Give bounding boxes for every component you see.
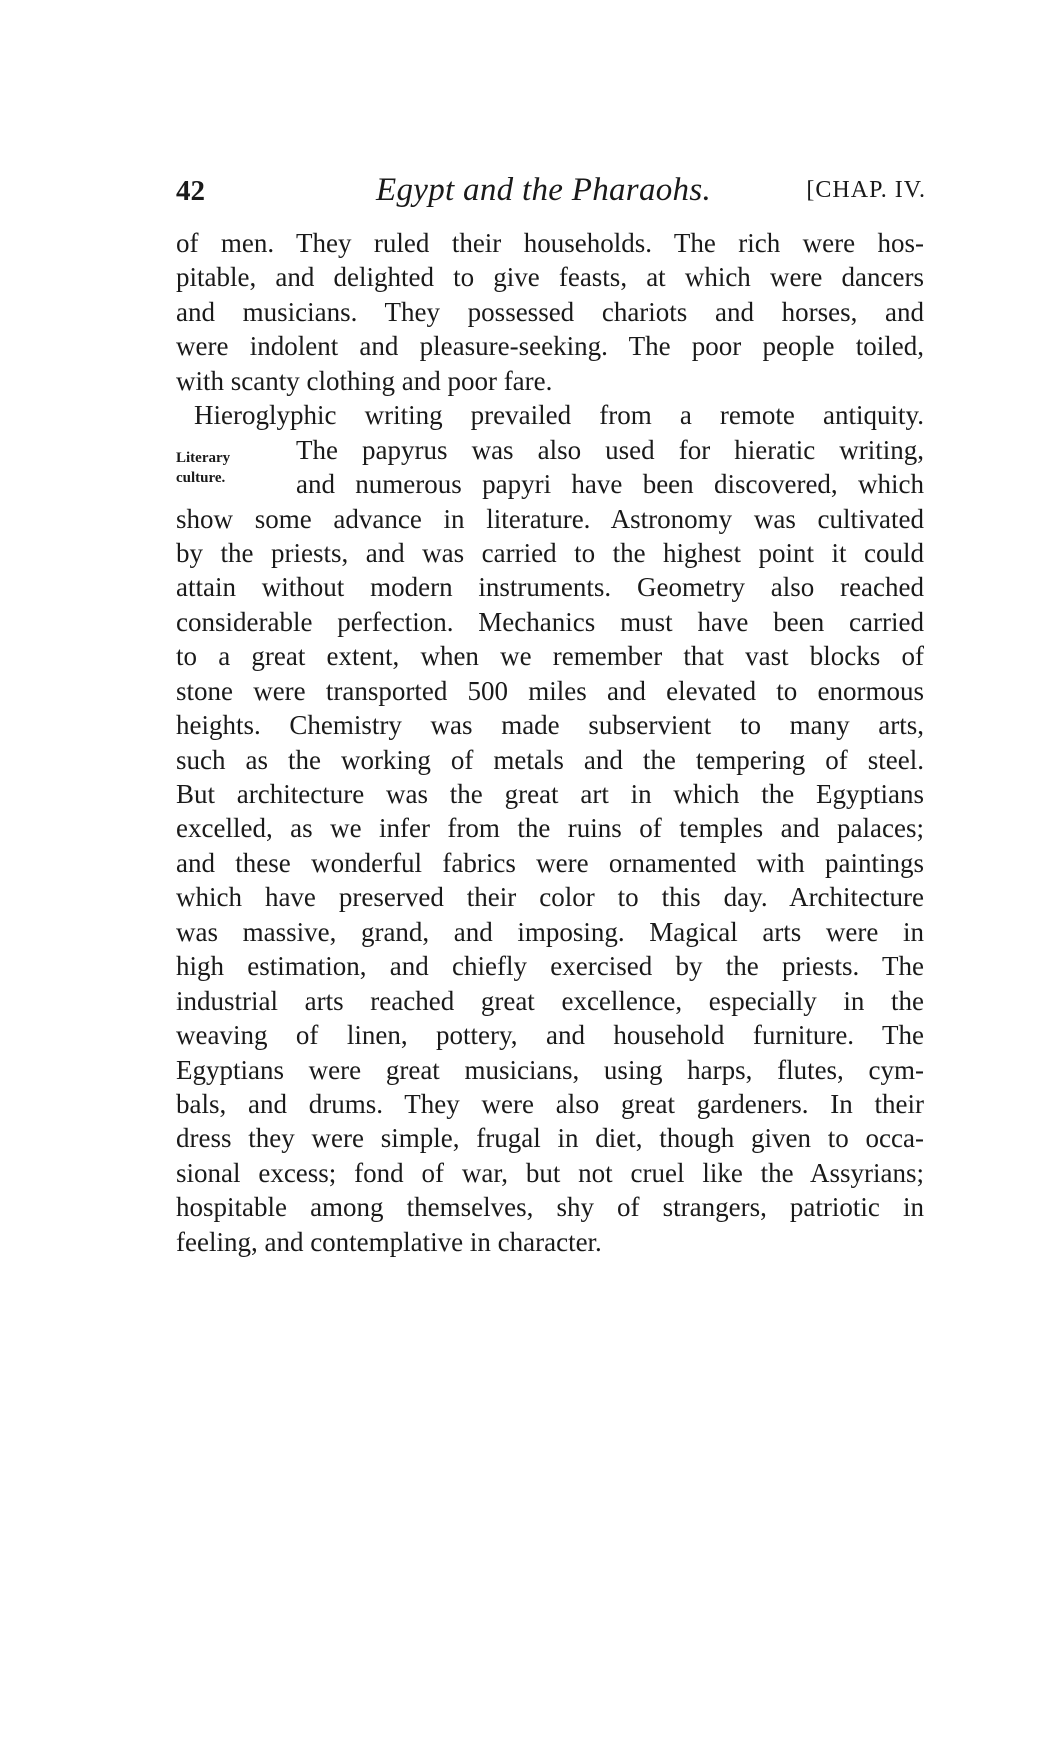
text-line: The papyrus was also used for hieratic writing, [296, 434, 924, 465]
chapter-reference: [CHAP. IV. [806, 177, 926, 203]
text-line: to a great extent, when we remember that vast blocks of [176, 641, 924, 672]
text-line: considerable perfection. Mechanics must have been carried [176, 606, 924, 637]
text-line: bals, and drums. They were also great gardeners. In their [176, 1088, 924, 1119]
running-title: Egypt and the Pharaohs. [376, 172, 712, 208]
text-line: Hieroglyphic writing prevailed from a remote antiquity. [194, 400, 924, 431]
text-line: sional excess; fond of war, but not cruel like the Assyrians; [176, 1157, 924, 1188]
text-line: was massive, grand, and imposing. Magical arts were in [176, 916, 924, 947]
text-line: with scanty clothing and poor fare. [176, 365, 553, 396]
text-line: stone were transported 500 miles and elevated to enormous [176, 675, 924, 706]
text-line: weaving of linen, pottery, and household furniture. The [176, 1020, 924, 1051]
text-line: attain without modern instruments. Geometry also reached [176, 572, 924, 603]
text-line: by the priests, and was carried to the highest point it could [176, 537, 924, 568]
text-line: such as the working of metals and the tempering of steel. [176, 744, 924, 775]
text-line: high estimation, and chiefly exercised by the priests. The [176, 951, 924, 982]
margin-note-line: Literary [176, 450, 231, 466]
text-line: show some advance in literature. Astronomy was cultivated [176, 503, 924, 534]
text-line: dress they were simple, frugal in diet, though given to occa- [176, 1123, 924, 1154]
text-line: industrial arts reached great excellence, especially in the [176, 985, 924, 1016]
text-line: and these wonderful fabrics were ornamented with paintings [176, 847, 924, 878]
text-line: excelled, as we infer from the ruins of temples and palaces; [176, 813, 924, 844]
text-line: hospitable among themselves, shy of strangers, patriotic in [176, 1192, 924, 1223]
body-text [176, 226, 924, 1259]
text-line: of men. They ruled their households. The rich were hos- [176, 228, 924, 258]
page-number: 42 [176, 175, 205, 207]
running-head [176, 172, 926, 215]
text-line: which have preserved their color to this day. Architecture [176, 882, 924, 913]
text-line: and numerous papyri have been discovered, which [296, 469, 924, 500]
text-line: heights. Chemistry was made subservient to many arts, [176, 710, 924, 741]
text-line: Egyptians were great musicians, using harps, flutes, cym- [176, 1054, 924, 1085]
text-line: were indolent and pleasure-seeking. The poor people toiled, [176, 331, 924, 362]
text-line: pitable, and delighted to give feasts, at which were dancers [176, 262, 924, 293]
text-line: and musicians. They possessed chariots and horses, and [176, 296, 924, 327]
text-line: feeling, and contemplative in character. [176, 1226, 602, 1257]
margin-note-line: culture. [176, 470, 226, 486]
text-line: But architecture was the great art in which the Egyptians [176, 779, 924, 809]
